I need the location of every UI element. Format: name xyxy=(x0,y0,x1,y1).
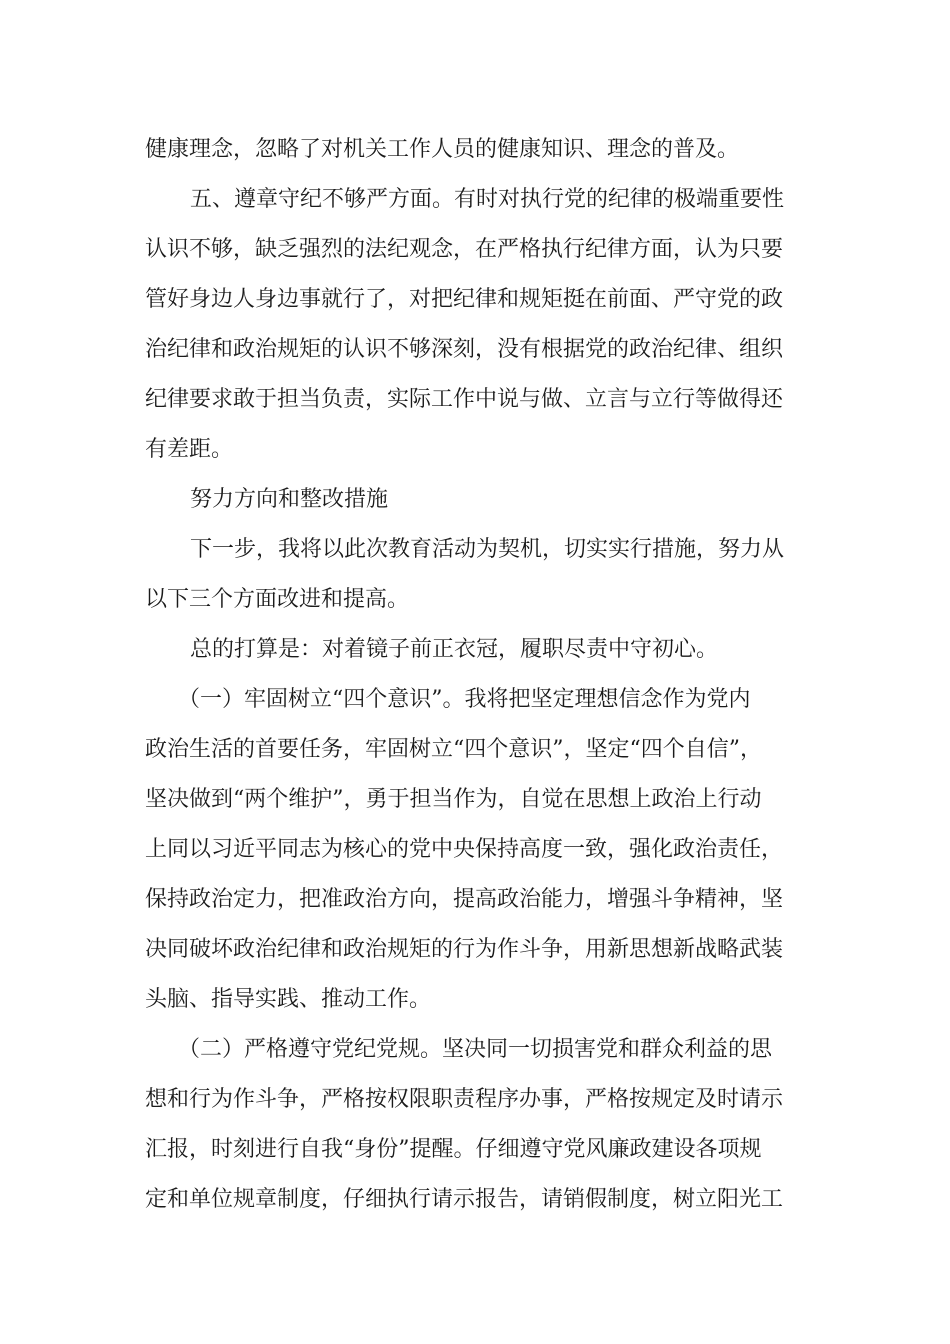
text-line: 认识不够，缺乏强烈的法纪观念，在严格执行纪律方面，认为只要 xyxy=(145,237,784,262)
text-line: 下一步，我将以此次教育活动为契机，切实实行措施，努力从 xyxy=(190,537,785,562)
section-heading: 努力方向和整改措施 xyxy=(190,487,389,512)
text-line: 政治生活的首要任务，牢固树立“四个意识”，坚定“四个自信”， xyxy=(145,737,762,762)
text-line: 有差距。 xyxy=(145,437,234,462)
text-line: 上同以习近平同志为核心的党中央保持高度一致，强化政治责任， xyxy=(145,837,784,862)
text-line: 管好身边人身边事就行了，对把纪律和规矩挺在前面、严守党的政 xyxy=(145,287,784,312)
text-line: 头脑、指导实践、推动工作。 xyxy=(145,987,432,1012)
text-line: 健康理念，忽略了对机关工作人员的健康知识、理念的普及。 xyxy=(145,137,740,162)
text-line: （一）牢固树立“四个意识”。我将把坚定理想信念作为党内 xyxy=(178,687,751,712)
text-line: 定和单位规章制度，仔细执行请示报告，请销假制度，树立阳光工 xyxy=(145,1187,784,1212)
text-line: 总的打算是：对着镜子前正衣冠，履职尽责中守初心。 xyxy=(190,637,719,662)
text-line: 坚决做到“两个维护”，勇于担当作为，自觉在思想上政治上行动 xyxy=(145,787,762,812)
text-line: 汇报，时刻进行自我“身份”提醒。仔细遵守党风廉政建设各项规 xyxy=(145,1137,762,1162)
text-line: 以下三个方面改进和提高。 xyxy=(145,587,410,612)
text-line: 五、遵章守纪不够严方面。有时对执行党的纪律的极端重要性 xyxy=(190,187,785,212)
text-line: 治纪律和政治规矩的认识不够深刻，没有根据党的政治纪律、组织 xyxy=(145,337,784,362)
text-line: 想和行为作斗争，严格按权限职责程序办事，严格按规定及时请示 xyxy=(145,1087,784,1112)
text-line: 决同破坏政治纪律和政治规矩的行为作斗争，用新思想新战略武装 xyxy=(145,937,784,962)
text-line: （二）严格遵守党纪党规。坚决同一切损害党和群众利益的思 xyxy=(178,1037,773,1062)
text-line: 保持政治定力，把准政治方向，提高政治能力，增强斗争精神，坚 xyxy=(145,887,784,912)
text-line: 纪律要求敢于担当负责，实际工作中说与做、立言与立行等做得还 xyxy=(145,387,784,412)
